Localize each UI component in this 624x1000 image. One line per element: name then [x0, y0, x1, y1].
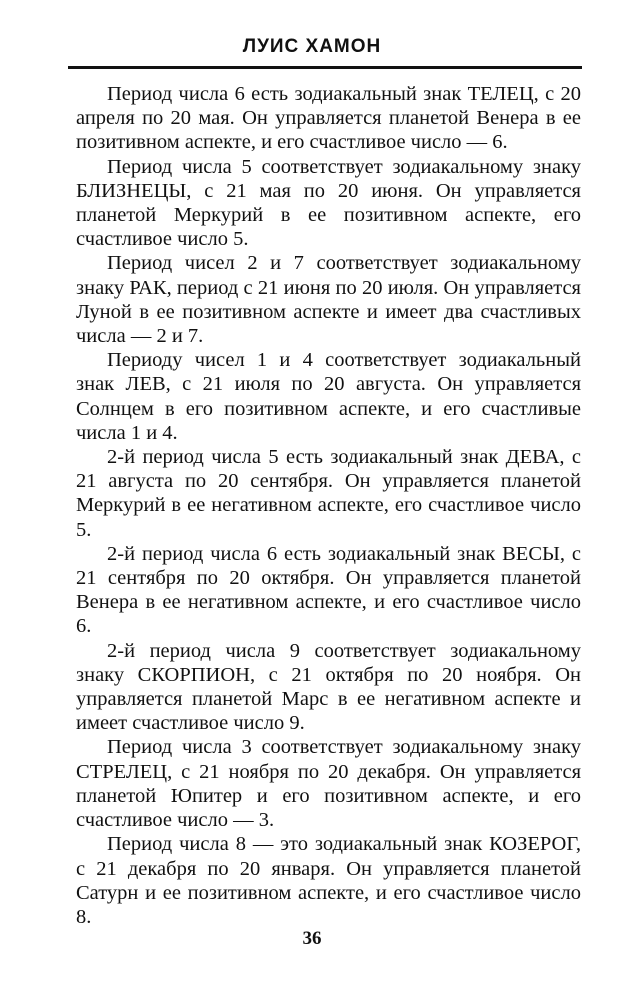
- paragraph-scorpio: 2-й период числа 9 соответствует зодиакальному знаку СКОРПИОН, с 21 октября по 20 ноября. Он управляется планетой Марс в ее негативном аспекте и имеет счастливое число 9.: [76, 639, 581, 735]
- paragraph-virgo: 2-й период числа 5 есть зодиакальный знак ДЕВА, с 21 августа по 20 сентября. Он управляется планетой Меркурий в ее негативном аспекте, его счастливое число 5.: [76, 446, 581, 541]
- paragraph-capricorn: Период числа 8 — это зодиакальный знак КОЗЕРОГ, с 21 декабря по 20 января. Он управляется планетой Сатурн и ее позитивном аспекте, и его счастливое число 8.: [76, 833, 581, 928]
- paragraph-cancer: Период чисел 2 и 7 соответствует зодиакальному знаку РАК, период с 21 июня по 20 июля. Он управляется Луной в ее позитивном аспекте и имеет два счастливых числа — 2 и 7.: [76, 252, 581, 348]
- paragraph-leo: Периоду чисел 1 и 4 соответствует зодиакальный знак ЛЕВ, с 21 июля по 20 августа. Он управляется Солнцем в его позитивном аспекте, и его счастливые числа 1 и 4.: [76, 349, 581, 444]
- page-body: [76, 82, 581, 929]
- header-rule: [68, 66, 582, 69]
- page-number: 36: [302, 928, 322, 949]
- paragraph-taurus: Период числа 6 есть зодиакальный знак ТЕЛЕЦ, с 20 апреля по 20 мая. Он управляется планетой Венера в ее позитивном аспекте, и его счастливое число — 6.: [76, 83, 581, 154]
- paragraph-sagittarius: Период числа 3 соответствует зодиакальному знаку СТРЕЛЕЦ, с 21 ноября по 20 декабря. Он управляется планетой Юпитер и его позитивном аспекте, и его счастливое число — 3.: [76, 736, 581, 832]
- paragraph-gemini: Период числа 5 соответствует зодиакальному знаку БЛИЗНЕЦЫ, с 21 мая по 20 июня. Он управляется планетой Меркурий в ее позитивном аспекте, его счастливое число 5.: [76, 155, 581, 251]
- paragraph-libra: 2-й период числа 6 есть зодиакальный знак ВЕСЫ, с 21 сентября по 20 октября. Он управляется планетой Венера в ее негативном аспекте, и его счастливое число 6.: [76, 542, 581, 638]
- running-head-title: ЛУИС ХАМОН: [242, 36, 382, 57]
